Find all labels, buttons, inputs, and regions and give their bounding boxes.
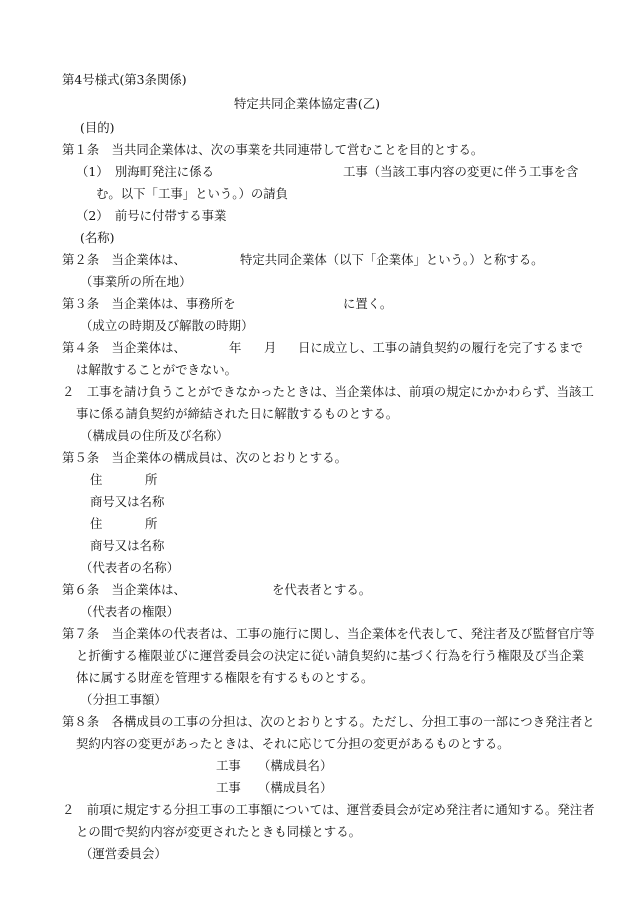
article-4-year: 年 <box>229 340 242 355</box>
share-2-member: （構成員名） <box>258 780 333 795</box>
article-4-line2: は解散することができない。 <box>76 362 238 377</box>
article-4-cont: 日に成立し、工事の請負契約の履行を完了するまで <box>298 340 583 355</box>
article-2: 第２条 当企業体は、 <box>62 252 186 267</box>
article-1-item-2: （2） 前号に付帯する事業 <box>76 208 227 223</box>
article-1-item-1-line2: む。以下「工事」という。）の請負 <box>96 186 289 201</box>
article-4-para-2: ２ 工事を請け負うことができなかったときは、当企業体は、前項の規定にかかわらず、当該工 <box>62 384 594 399</box>
member-1-address-label-b: 所 <box>145 472 158 487</box>
article-4-para-2-line2: 事に係る請負契約が締結された日に解散するものとする。 <box>76 406 399 421</box>
member-2-name-label: 商号又は名称 <box>90 538 165 553</box>
article-6: 第６条 当企業体は、 <box>62 582 186 597</box>
article-7-line2: と折衝する権限並びに運営委員会の決定に従い請負契約に基づく行為を行う権限及び当企業 <box>76 648 585 663</box>
article-2-cont: 特定共同企業体（以下「企業体」という。）と称する。 <box>240 252 544 267</box>
article-3-cont: に置く。 <box>343 296 393 311</box>
heading-purpose: (目的) <box>80 120 115 135</box>
heading-name: (名称) <box>80 230 115 245</box>
article-3: 第３条 当企業体は、事務所を <box>62 296 236 311</box>
share-1-member: （構成員名） <box>258 758 333 773</box>
heading-authority: （代表者の権限） <box>80 604 180 619</box>
article-7: 第７条 当企業体の代表者は、工事の施行に関し、当企業体を代表して、発注者及び監督官庁等 <box>62 626 595 641</box>
article-8-para-2-line2: との間で契約内容が変更されたときも同様とする。 <box>76 824 361 839</box>
article-4: 第４条 当企業体は、 <box>62 340 186 355</box>
article-8-para-2: ２ 前項に規定する分担工事の工事額については、運営委員会が定め発注者に通知する。発注者 <box>62 802 595 817</box>
share-2-work: 工事 <box>216 780 241 795</box>
form-label: 第4号様式(第3条関係) <box>62 72 187 87</box>
member-1-name-label: 商号又は名称 <box>90 494 165 509</box>
article-1: 第１条 当共同企業体は、次の事業を共同連帯して営むことを目的とする。 <box>62 142 484 157</box>
member-1-address-label: 住 <box>90 472 103 487</box>
article-1-item-1-cont: 工事（当該工事内容の変更に伴う工事を含 <box>343 164 579 179</box>
share-1-work: 工事 <box>216 758 241 773</box>
heading-shares: （分担工事額） <box>80 692 167 707</box>
member-2-address-label: 住 <box>90 516 103 531</box>
article-6-cont: を代表者とする。 <box>272 582 372 597</box>
heading-committee: （運営委員会） <box>80 846 167 861</box>
heading-members: （構成員の住所及び名称） <box>80 428 229 443</box>
member-2-address-label-b: 所 <box>145 516 158 531</box>
heading-period: （成立の時期及び解散の時期） <box>80 318 254 333</box>
article-4-month: 月 <box>264 340 277 355</box>
heading-representative: （代表者の名称） <box>80 560 180 575</box>
article-7-line3: 体に属する財産を管理する権限を有するものとする。 <box>76 670 374 685</box>
article-5: 第５条 当企業体の構成員は、次のとおりとする。 <box>62 450 347 465</box>
heading-office: （事業所の所在地） <box>80 274 192 289</box>
article-8-line2: 契約内容の変更があったときは、それに応じて分担の変更があるものとする。 <box>76 736 510 751</box>
article-1-item-1: （1） 別海町発注に係る <box>76 164 214 179</box>
document-title: 特定共同企業体協定書(乙) <box>234 96 380 111</box>
article-8: 第８条 各構成員の工事の分担は、次のとおりとする。ただし、分担工事の一部につき発注者と <box>62 714 595 729</box>
